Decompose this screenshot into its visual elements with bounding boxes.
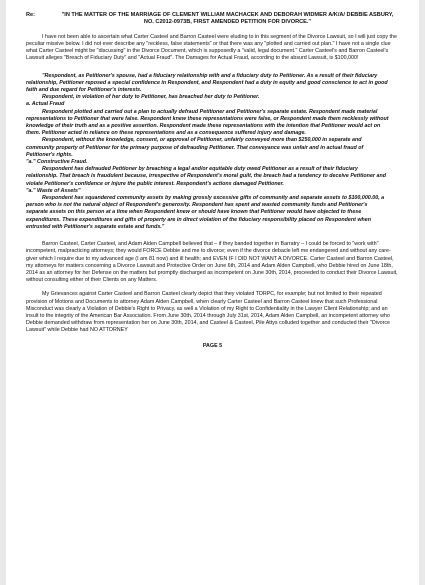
quote-line: Respondent, in violation of her duty to Petitioner, has breached her duty to Petitioner. (42, 94, 260, 101)
page-number: PAGE 5 (202, 342, 223, 349)
quote-heading: "a." Constructive Fraud. (26, 159, 88, 166)
quote-line: "Respondent, as Petitioner's spouse, had a fiduciary relationship with and a fiduciary duty to Petitioner. As a result of their fiduciary relationship, Petitioner reposed a special confidence in Respondent, and Respondent had a duty in equity and good conscience to act in good faith and due regard for Petitioner's interests. (26, 72, 388, 94)
body-paragraph: Barron Casteel, Carter Casteel, and Adam Alden Campbell believed that – if they banded together in Barratry – I could be forced to "work with" incompetent, malpracticing attorneys; they would FORCE Debbie and me to divorce; even if the divorce debacle left me endangered and without any care-giver which I require due to my advanced age (I am 81 now) and ill health; and EVEN IF I DID NOT WANT A DIVORCE. Carter Casteel and Barron Casteel, my attorneys for matters concerning a Divorce Lawsuit and Protective Order on June 6th, 2014 and Adam Alden Campbell, who Debbie hired on June 18th, 2014 as an attorney for her Defense on the matters but promptly discharged as incompetent on June 30th, 2014, proceeded to conduct their Divorce Lawsuit, without consulting either of their Clients on any Matters. (26, 241, 398, 284)
intro-paragraph: I have not been able to ascertain what Carter Casteel and Barron Casteel were eluding to in this segment of the Divorce Lawsuit, so I will just copy the peculiar missive below. I did not ever describe any "reckless, false statements" or that there was any "plotted and carried out plan." I have not a single clue what Carter Casteel might be "discussing" in the Divorce Document, which is supposedly a "valid, legal document." Carter Casteel's and Barron Casteel's Lawsuit alleges "Breach of Fiduciary Duty" and "Actual Fraud". The Damages for Actual Fraud, according to the absurd Lawsuit, is $100,000! (26, 33, 397, 62)
quoted-petition (26, 73, 399, 231)
case-title: "IN THE MATTER OF THE MARRIAGE OF CLEMENT WILLIAM MACHACEK AND DEBORAH WIDMER A/K/A/ DEBBIE ASBURY, NO. C2012-0973B, FIRST AMENDED PETITION FOR DIVORCE." (61, 12, 394, 26)
quote-heading: "a." Waste of Assets" (26, 187, 81, 194)
document-page (6, 0, 419, 585)
quote-heading: a. Actual Fraud (26, 101, 65, 108)
body-paragraph: My Grievances against Carter Casteel and Barron Casteel clearly depict that they violated TDRPC, for example; but not limited to their repeated provision of Motions and Documents to attorney Adam Alden Campbell, when clearly Carter Casteel and Barron Casteel knew that such Professional Misconduct was clearly a Violation of Debbie's Right to Privacy, as well a Violation of my Right to Confidentiality in the Lawyer Client Relationship; and an insult to the integrity of the American Bar Association. From June 30th, 2014 through July 31st, 2014, Adam Alden Campbell, an incompetent attorney who Debbie demanded withdraw from representation her on June 30th, 2014, and Casteel & Casteel, Pile Attys colluded together and conducted their "Divorce Lawsuit" while Debbie had NO ATTORNEY (26, 291, 391, 334)
quote-line: Respondent has squandered community assets by making grossly excessive gifts of community and separate assets to $100,000.00, a person who is not the natural object of Respondent's generosity. Respondent has spent and wasted community funds and Petitioner's separate assets on this person at a time when Respondent knew or should have known that Petitioner would have objected to these expenditures. These expenditures and gifts of property are in direct violation of the fiduciary responsibility placed on Respondent when entrusted with Petitioner's separate estate and funds." (26, 195, 385, 230)
re-line (26, 12, 399, 27)
quote-line: Respondent has defrauded Petitioner by breaching a legal and/or equitable duty owed Petitioner as a result of their fiduciary relationship. That breach is fraudulent because, irrespective of Respondent's moral guilt, the breach had a tendency to deceive Petitioner and violate Petitioner's confidence or injure the public interest. Respondent's actions damaged Petitioner. (26, 166, 386, 187)
quote-line: Respondent, without the knowledge, consent, or approval of Petitioner, unfairly conveyed more than $250,000 in separate and community property of Petitioner for the primary purpose of defrauding Petitioner. That conveyance was unfair and in actual fraud of Petitioner's rights. (26, 137, 364, 158)
quote-line: Respondent plotted and carried out a plan to actually defraud Petitioner and Petitioner's separate estate. Respondent made material representations to Petitioner that were false. Respondent knew these representations were false, or Respondent made them recklessly without knowledge of their truth and as a positive assertion. Respondent made these representations with the intention that Petitioner would act on them. Petitioner acted in reliance on these representations and as a consequence suffered injury and damage. (26, 108, 389, 137)
re-label: Re: (26, 12, 36, 18)
